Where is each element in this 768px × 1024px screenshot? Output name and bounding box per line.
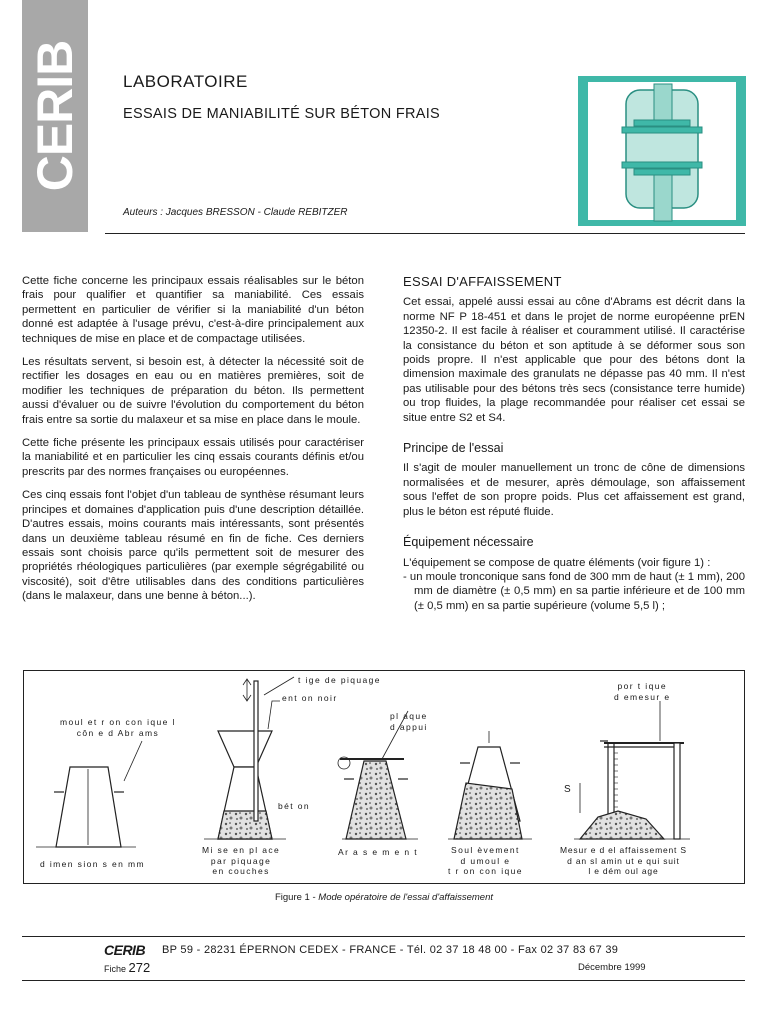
footer-divider-bottom bbox=[22, 980, 745, 981]
empty-cone bbox=[36, 741, 142, 847]
intro-column bbox=[22, 274, 364, 613]
slump-test-column bbox=[403, 275, 745, 622]
cerib-side-logo bbox=[22, 0, 88, 232]
equipment-title: Équipement nécessaire bbox=[403, 535, 534, 550]
section-intro: Cet essai, appelé aussi essai au cône d'Abrams est décrit dans la norme NF P 18-451 et dans le projet de norme européenne prEN 12350-2. Il est facile à réaliser et couramment utilisé. Il caractérise la consistance du béton et son aptitude à se déformer sous son poids propre. Il n'est applicable que pour des bétons dont la dimension maximale des granulats ne dépasse pas 40 mm. Il n'est pas utilisable pour des bétons très secs (consistance terre humide) ou trop fluides, la plage recommandée pour réaliser cet essai se situe entre S2 et S4. bbox=[403, 296, 745, 424]
lifted-mould bbox=[448, 731, 532, 839]
caption-text: Mode opératoire de l'essai d'affaissement bbox=[318, 892, 494, 903]
lab-title: LABORATOIRE bbox=[123, 72, 248, 91]
fiche-value: 272 bbox=[128, 960, 151, 975]
figure-1 bbox=[23, 670, 745, 884]
equipment-item: - un moule tronconique sans fond de 300 mm de haut (± 1 mm), 200 mm de diamètre (± 0,5 mm) en sa partie inférieure et de 100 mm (± 0,5 mm) en sa partie supérieure (volume 5,5 l) ; bbox=[403, 570, 745, 612]
press-illustration bbox=[578, 76, 746, 226]
intro-paragraph: Cette fiche concerne les principaux essais réalisables sur le béton frais pour qualifier et quantifier sa maniabilité. Ces essais permettent en particulier de vérifier si la maniabilité d'un béton donné est adaptée à l'usage prévu, c'est-à-dire principalement aux techniques de mise en place et de compactage utilisées. bbox=[22, 275, 364, 345]
section-title: ESSAI D'AFFAISSEMENT bbox=[403, 274, 562, 289]
label-plaque: pl aque d appui bbox=[390, 711, 428, 732]
side-logo-text: CERIB bbox=[27, 40, 83, 192]
equipment-intro: L'équipement se compose de quatre éléments (voir figure 1) : bbox=[403, 556, 711, 569]
label-step3: Ar a s e m e n t bbox=[338, 847, 419, 857]
figure-caption bbox=[0, 892, 768, 903]
label-beton: bét on bbox=[278, 801, 311, 811]
principle-text: Il s'agit de mouler manuellement un tronc de cône de dimensions normalisées et de mesurer, après démoulage, son affaissement sous l'effet de son propre poids. Plus cet affaissement est grand, plus le béton est réputé fluide. bbox=[403, 462, 745, 518]
footer-date: Décembre 1999 bbox=[578, 962, 646, 973]
fiche-label: Fiche bbox=[104, 964, 127, 974]
footer-divider-top bbox=[22, 936, 745, 937]
header-divider bbox=[105, 233, 745, 234]
authors-line: Auteurs : Jacques BRESSON - Claude REBITZER bbox=[123, 207, 348, 218]
intro-paragraph: Les résultats servent, si besoin est, à détecter la nécessité soit de rectifier les dosages en eau ou en matières premières, soit de modifier les techniques de préparation du béton. Ils permettent aussi d'évaluer ou de suivre l'évolution du comportement du béton frais entre sa sortie du malaxeur et sa mise en place dans le moule. bbox=[22, 356, 364, 426]
label-entonnoir: ent on noir bbox=[282, 693, 338, 703]
label-step5: Mesur e d el affaissement S d an sl amin ut e qui suit l e dém oul age bbox=[560, 845, 687, 876]
page-title: ESSAIS DE MANIABILITÉ SUR BÉTON FRAIS bbox=[123, 106, 441, 122]
fiche-number bbox=[104, 960, 150, 975]
intro-paragraph: Cette fiche présente les principaux essais utilisés pour caractériser la maniabilité et en particulier les cinq essais courants définis et/ou prescrits par des normes françaises ou européennes. bbox=[22, 437, 364, 478]
label-portique: por t ique d emesur e bbox=[614, 681, 671, 702]
label-step2: Mi se en pl ace par piquage en couches bbox=[202, 845, 281, 876]
label-step4: Soul èvement d umoul e t r on con ique bbox=[448, 845, 523, 876]
measuring-frame bbox=[574, 701, 690, 839]
caption-prefix: Figure 1 - bbox=[274, 892, 319, 903]
label-s: S bbox=[564, 784, 573, 795]
label-dimensions: d imen sion s en mm bbox=[40, 859, 146, 869]
label-tige: t ige de piquage bbox=[298, 675, 381, 685]
footer-address: BP 59 - 28231 ÉPERNON CEDEX - FRANCE - Tél. 02 37 18 48 00 - Fax 02 37 83 67 39 bbox=[162, 944, 619, 956]
intro-paragraph: Ces cinq essais font l'objet d'un tableau de synthèse résumant leurs principes et domaines d'application puis d'une description détaillée. D'autres essais, moins courants mais intéressants, sont présentés dans un deuxième tableau résumé en fin de fiche. Ces derniers essais sont choisis parce qu'ils permettent soit de mesurer des propriétés rhéologiques particulières (par exemple ségrégabilité ou viscosité), soit d'être utilisables dans des conditions particulières (dans le malaxeur, dans une benne à béton...). bbox=[22, 489, 364, 603]
principle-title: Principe de l'essai bbox=[403, 441, 504, 456]
label-moule: moul et r on con ique l côn e d Abr ams bbox=[60, 717, 176, 738]
footer-logo: CERIB bbox=[104, 942, 146, 958]
funnel-cone bbox=[204, 677, 294, 839]
